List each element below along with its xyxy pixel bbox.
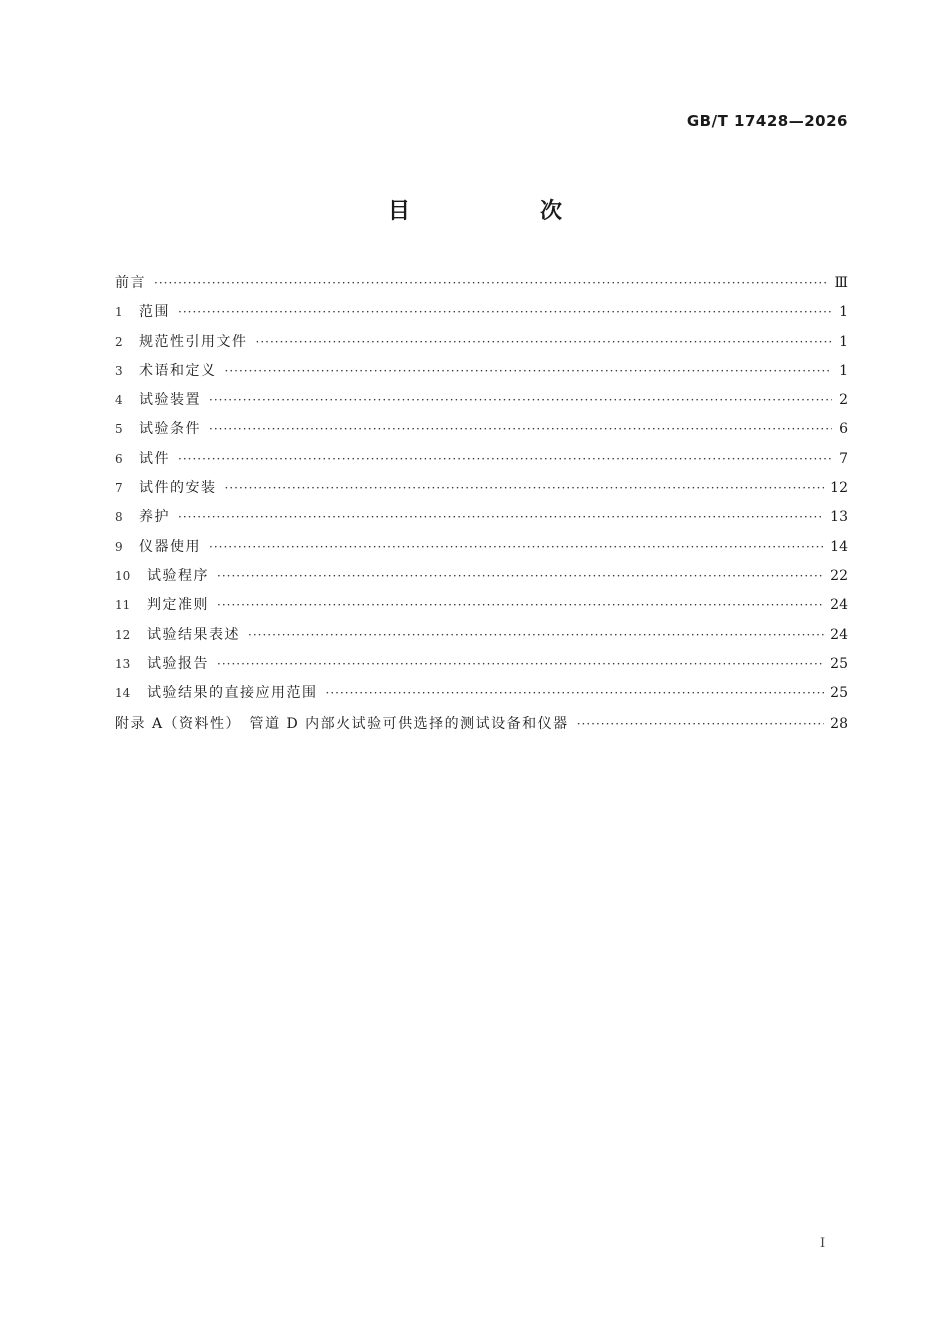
toc-entry-label: 试件 — [139, 450, 170, 467]
toc-entry-page: 25 — [830, 655, 848, 672]
toc-entry-11[interactable] — [115, 594, 848, 623]
dot-leader — [178, 453, 832, 465]
toc-entry-1[interactable] — [115, 301, 848, 330]
dot-leader — [248, 629, 824, 641]
toc-entry-number: 12 — [115, 627, 131, 642]
dot-leader — [577, 718, 824, 730]
toc-entry-page: 2 — [839, 392, 848, 409]
toc-entry-foreword[interactable] — [115, 272, 848, 301]
toc-entry-number: 3 — [115, 363, 123, 378]
dot-leader — [225, 482, 825, 494]
toc-entry-page: 28 — [830, 716, 848, 733]
toc-entry-number: 6 — [115, 451, 123, 466]
toc-entry-14[interactable] — [115, 682, 848, 711]
toc-entry-number: 14 — [115, 686, 131, 701]
toc-entry-label: 试件的安装 — [139, 480, 217, 497]
dot-leader — [209, 541, 824, 553]
toc-entry-13[interactable] — [115, 653, 848, 682]
toc-entry-number: 10 — [115, 568, 131, 583]
toc-entry-9[interactable] — [115, 536, 848, 565]
dot-leader — [225, 365, 833, 377]
dot-leader — [209, 394, 832, 406]
table-of-contents — [115, 272, 848, 743]
toc-entry-page: 24 — [830, 597, 848, 614]
toc-entry-number: 7 — [115, 481, 123, 496]
toc-entry-6[interactable] — [115, 448, 848, 477]
toc-entry-label: 规范性引用文件 — [139, 333, 248, 350]
dot-leader — [209, 423, 832, 435]
dot-leader — [217, 599, 824, 611]
toc-entry-label: 试验结果表述 — [147, 626, 240, 643]
dot-leader — [217, 570, 824, 582]
toc-entry-label: 试验装置 — [139, 392, 201, 409]
toc-entry-label: 养护 — [139, 509, 170, 526]
dot-leader — [178, 306, 832, 318]
toc-entry-page: 25 — [830, 685, 848, 702]
toc-entry-number: 9 — [115, 539, 123, 554]
toc-entry-number: 4 — [115, 393, 123, 408]
toc-entry-page: 1 — [839, 304, 848, 321]
dot-leader — [256, 336, 833, 348]
toc-entry-number: 2 — [115, 334, 123, 349]
toc-entry-label: 前言 — [115, 275, 146, 291]
toc-entry-8[interactable] — [115, 506, 848, 535]
toc-entry-page: Ⅲ — [834, 275, 848, 291]
toc-entry-label: 仪器使用 — [139, 538, 201, 555]
toc-entry-number: 11 — [115, 598, 131, 613]
toc-entry-2[interactable] — [115, 331, 848, 360]
toc-entry-label: 试验报告 — [147, 655, 209, 672]
toc-entry-label: 试验条件 — [139, 421, 201, 438]
standard-code: GB/T 17428—2026 — [686, 112, 848, 130]
toc-entry-label: 试验程序 — [147, 567, 209, 584]
dot-leader — [326, 687, 825, 699]
toc-entry-5[interactable] — [115, 418, 848, 447]
toc-entry-label: 术语和定义 — [139, 362, 217, 379]
toc-entry-number: 13 — [115, 656, 131, 671]
toc-entry-number: 1 — [115, 305, 123, 320]
toc-entry-12[interactable] — [115, 624, 848, 653]
toc-entry-label: 判定准则 — [147, 597, 209, 614]
toc-entry-label: 试验结果的直接应用范围 — [147, 685, 318, 702]
toc-entry-page: 7 — [839, 450, 848, 467]
toc-entry-number: 8 — [115, 510, 123, 525]
dot-leader — [217, 658, 824, 670]
toc-entry-annex-a[interactable] — [115, 713, 848, 742]
toc-entry-label: 附录 A（资料性） 管道 D 内部火试验可供选择的测试设备和仪器 — [115, 716, 569, 733]
toc-title: 目 次 — [387, 199, 616, 224]
toc-entry-page: 6 — [839, 421, 848, 438]
dot-leader — [154, 277, 828, 289]
toc-entry-page: 14 — [830, 538, 848, 555]
toc-entry-4[interactable] — [115, 389, 848, 418]
toc-entry-page: 22 — [830, 567, 848, 584]
toc-entry-7[interactable] — [115, 477, 848, 506]
toc-entry-3[interactable] — [115, 360, 848, 389]
toc-entry-page: 1 — [839, 333, 848, 350]
page-number: I — [820, 1236, 826, 1251]
toc-entry-page: 24 — [830, 626, 848, 643]
toc-entry-page: 13 — [830, 509, 848, 526]
dot-leader — [178, 511, 824, 523]
toc-entry-page: 1 — [839, 362, 848, 379]
toc-entry-page: 12 — [830, 480, 848, 497]
toc-entry-10[interactable] — [115, 565, 848, 594]
toc-entry-label: 范围 — [139, 304, 170, 321]
toc-entry-number: 5 — [115, 422, 123, 437]
